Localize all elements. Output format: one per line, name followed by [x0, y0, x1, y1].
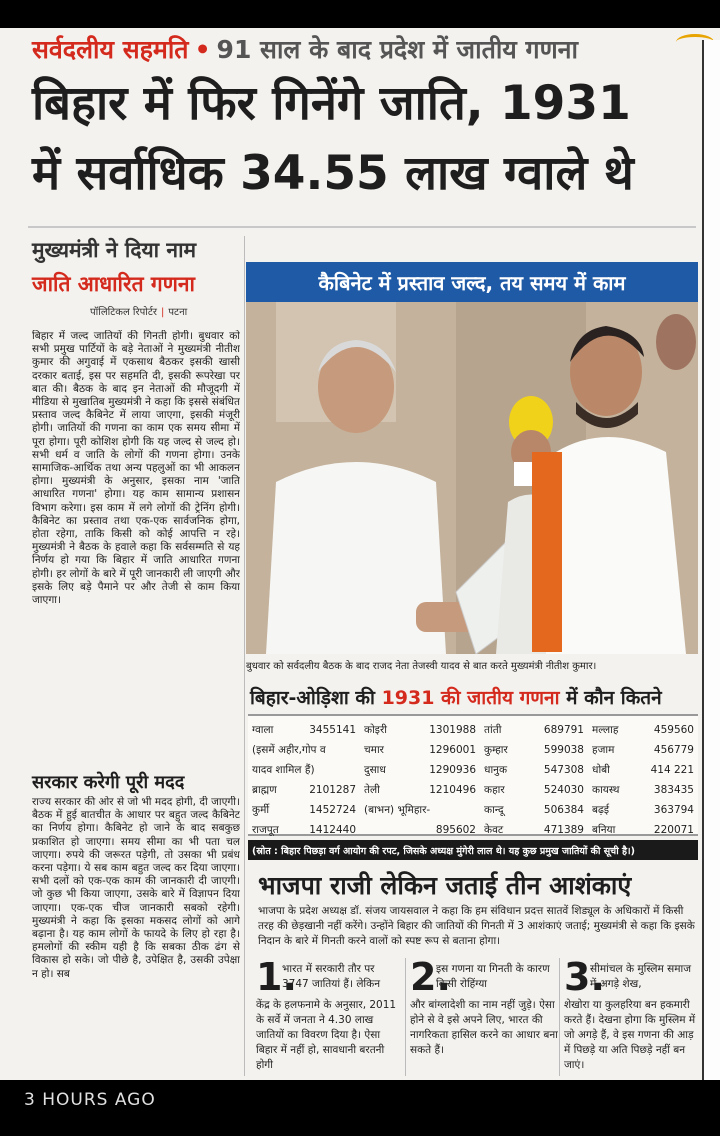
post-timestamp: 3 HOURS AGO [24, 1090, 156, 1110]
reporter-city: पटना [168, 307, 188, 318]
headline-line2: में सर्वाधिक 34.55 लाख ग्वाले थे [32, 146, 634, 201]
concern-head: सीमांचल के मुस्लिम समाज में अगड़े शेख, [590, 963, 692, 990]
table-row: कायस्थ 383435 [592, 784, 694, 796]
photo-caption: बुधवार को सर्वदलीय बैठक के बाद राजद नेता तेजस्वी यादव से बात करते मुख्यमंत्री नीतीश कुमार। [246, 661, 597, 672]
headline-rule [28, 226, 696, 228]
table-row: (बाभन) भूमिहार- [364, 804, 431, 816]
column-divider [244, 236, 245, 1076]
table-row: 895602 [435, 824, 476, 836]
kicker-text: 91 साल के बाद प्रदेश में जातीय गणना [216, 35, 579, 64]
concern-body: और बांग्लादेशी का नाम नहीं जुड़े। ऐसा होने से वे इसे अपने लिए, भारत की नागरिकता हासिल करने का आधार बना सकते हैं। [410, 999, 558, 1056]
caste-table-title-b: 1931 की जातीय गणना [381, 687, 560, 709]
headline-line1: बिहार में फिर गिनेंगे जाति, 1931 [32, 76, 631, 131]
adjacent-page-edge [702, 40, 720, 1080]
left-subheading: मुख्यमंत्री ने दिया नाम [32, 238, 197, 262]
reporter-name: पॉलिटिकल रिपोर्टर [90, 307, 157, 318]
bjp-heading: भाजपा राजी लेकिन जताई तीन आशंकाएं [258, 871, 632, 900]
table-row: बनिया 220071 [592, 824, 694, 836]
kicker-separator: • [194, 35, 211, 64]
photo-illustration [246, 302, 698, 654]
table-row: कहार 524030 [484, 784, 584, 796]
concern-number: 1. [256, 955, 297, 999]
table-row: ब्राह्मण 2101287 [252, 784, 356, 796]
table-row: हजाम 456779 [592, 744, 694, 756]
caste-column-2 [364, 720, 476, 840]
reporter-byline: पॉलिटिकल रिपोर्टर | पटना [90, 307, 188, 318]
bjp-intro: भाजपा के प्रदेश अध्यक्ष डॉ. संजय जायसवाल ने कहा कि हम संविधान प्रदत्त सातवें शिड्यूल के अधिकारों में किसी तरह की छेड़खानी नहीं करेंगे। उन्होंने बिहार की जातियों की गिनती में 3 आशंकाएं जताई; मुख्यमंत्री से कहा कि इसके निदान के बारे में गिनती करने वालों को स्पष्ट रूप से बताना होगा। [258, 905, 695, 947]
table-row: तेली 1210496 [364, 784, 476, 796]
table-row: तांती 689791 [484, 724, 584, 736]
table-row: केवट 471389 [484, 824, 584, 836]
table-row: बढ़ई 363794 [592, 804, 694, 816]
left-subheading-red: जाति आधारित गणना [32, 272, 195, 296]
table-row: ग्वाला 3455141 [252, 724, 356, 736]
concern-number: 2. [410, 955, 451, 999]
table-row: धोबी 414 221 [592, 764, 694, 776]
concern-divider [559, 958, 560, 1076]
section-heading: सरकार करेगी पूरी मदद [32, 772, 185, 793]
article-paragraph-2: राज्य सरकार की ओर से जो भी मदद होगी, दी जाएगी। बैठक में हुई बातचीत के आधार पर बहुत जल्द कैबिनेट का निर्णय होगा। कैबिनेट हो जाने के बाद सबकुछ प्रकाशित हो जाएगा। समय सीमा का भी पता चल जाएगा। रुपये की जरूरत पड़ेगी, तो उसका भी प्रबंध करना पड़ेगा। ये सब काम बहुत जल्द कर दिया जाएगा। सभी दलों को एक-एक काम की जानकारी दी जाएगी। जो कुछ भी किया जाएगा, उसके बारे में विज्ञापन दिया जाएगा। एक-एक चीज जानकारी सबको रहेगी। मुख्यमंत्री ने कहा कि इसका मकसद लोगों को आगे बढ़ाना है। यह काम लोगों के फायदे के लिए हो रहा है। हमलोगों की स्कीम यही है कि सबका ठीक ढंग से विकास हो सके। जो पीछे है, उपेक्षित है, उसकी उपेक्षा न हो। सब [32, 796, 240, 980]
kicker-tag: सर्वदलीय सहमति [32, 35, 189, 64]
caste-column-4 [592, 720, 694, 840]
caste-table-title-a: बिहार-ओड़िशा की [250, 687, 375, 709]
table-row: राजपूत 1412440 [252, 824, 356, 836]
kicker [32, 32, 578, 66]
table-row: कान्दू 506384 [484, 804, 584, 816]
table-row: धानुक 547308 [484, 764, 584, 776]
concern-head: भारत में सरकारी तौर पर 3747 जातियां हैं। लेकिन [282, 963, 381, 990]
table-row: चमार 1296001 [364, 744, 476, 756]
table-row: कोइरी 1301988 [364, 724, 476, 736]
concern-divider [405, 958, 406, 1076]
table-row: दुसाध 1290936 [364, 764, 476, 776]
concern-1 [256, 955, 404, 1078]
table-source-note: (स्रोत : बिहार पिछड़ा वर्ग आयोग की रपट, जिसके अध्यक्ष मुंगेरी लाल थे। यह कुछ प्रमुख जातियों की सूची है।) [248, 840, 698, 860]
cabinet-banner: कैबिनेट में प्रस्ताव जल्द, तय समय में काम [246, 262, 698, 302]
caste-column-3 [484, 720, 584, 840]
concern-body: केंद्र के हलफनामे के अनुसार, 2011 के सर्वे में जनता ने 4.30 लाख जातियों का विवरण दिया है। ऐसा बिहार में नहीं हो, सावधानी बरतनी होगी [256, 999, 397, 1071]
concern-body: शेखोरा या कुलहरिया बन हकमारी करते हैं। देखना होगा कि मुस्लिम में जो अगड़े हैं, वे इस गणना की आड़ में पिछड़े या अति पिछड़े नहीं बन जाएं। [564, 999, 696, 1071]
caste-column-1 [252, 720, 356, 840]
table-row: यादव शामिल हैं) [252, 764, 315, 776]
caste-table [248, 714, 698, 836]
concern-3 [564, 955, 698, 1078]
article-paragraph-1: बिहार में जल्द जातियों की गिनती होगी। बुधवार को सभी प्रमुख पार्टियों के बड़े नेताओं ने मुख्यमंत्री नीतीश कुमार की अगुवाई में एकसाथ बैठकर इसकी खासी दरकार बताई, इस पर सहमति दी, इसकी रूपरेखा पर बात की। बैठक के बाद इन नेताओं की मौजूदगी में मीडिया से मुखातिब मुख्यमंत्री ने कहा कि इससे संबंधित प्रस्ताव जल्द कैबिनेट में लाया जाएगा, इसकी मंजूरी होगी। जातियों की गणना का काम एक समय सीमा में पूरा होगा। पूरी कोशिश होगी कि यह जल्द से जल्द हो। सभी धर्म व जाति के लोगों की गणना होगा। उनके सामाजिक-आर्थिक तथा अन्य पहलुओं का भी आकलन होगा। मुख्यमंत्री के अनुसार, इसका नाम 'जाति आधारित गणना' होगा। यह काम सामान्य प्रशासन विभाग करेगा। इस काम में लगे लोगों की ट्रेनिंग होगी। कैबिनेट का प्रस्ताव तथा एक-एक सार्वजनिक होगा, होता रहेगा, ताकि किसी को कोई आपत्ति न रहे। मुख्यमंत्री ने बैठक के हवाले कहा कि सर्वसम्मति से यह निर्णय हो गया कि बिहार में जाति आधारित गणना होगी। हर लोगों के बारे में पूरी जानकारी ली जाएगी और इसके लिए बड़े पैमाने पर और तेजी से काम किया जाएगा। [32, 330, 240, 607]
concern-2 [410, 955, 558, 1078]
concern-number: 3. [564, 955, 605, 999]
table-row: कुर्मी 1452724 [252, 804, 356, 816]
table-row: मल्लाह 459560 [592, 724, 694, 736]
table-row: कुम्हार 599038 [484, 744, 584, 756]
caste-table-title [250, 684, 662, 710]
concern-head: इस गणना या गिनती के कारण किसी रोहिंग्या [436, 963, 550, 990]
caste-table-title-c: में कौन कितने [566, 687, 662, 709]
table-row: (इसमें अहीर,गोप व [252, 744, 326, 756]
news-photo [246, 302, 698, 654]
